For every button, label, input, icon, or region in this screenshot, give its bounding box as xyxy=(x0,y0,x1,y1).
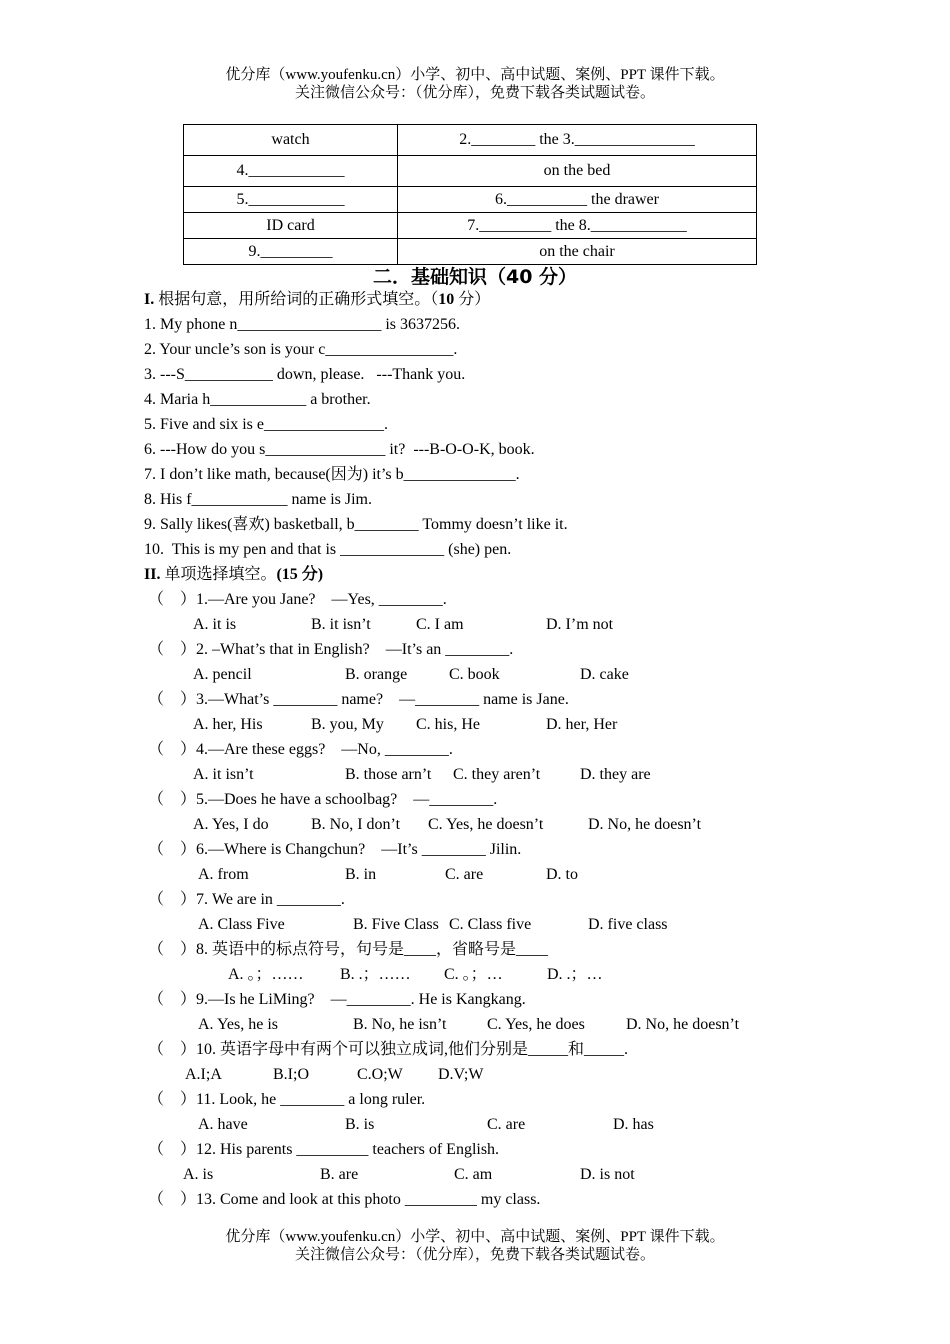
section-title: 二．基础知识（40 分） xyxy=(372,266,578,288)
part2-points: (15 分) xyxy=(276,566,324,583)
question-stem: （ ）1.—Are you Jane? —Yes, ________. xyxy=(148,591,447,608)
option: B. Five Class xyxy=(353,916,439,933)
option: B. are xyxy=(320,1166,359,1183)
list-item: 7. I don’t like math, because(因为) it’s b______________. xyxy=(144,466,520,483)
list-item: 6. ---How do you s_______________ it? ---B-O-O-K, book. xyxy=(144,441,535,458)
part1-instruction-end: 分） xyxy=(454,291,491,308)
table-cell: 9._________ xyxy=(184,239,398,265)
question-stem: （ ）5.—Does he have a schoolbag? —________. xyxy=(148,791,498,808)
part1-roman: I. xyxy=(144,291,155,308)
table-row xyxy=(184,125,757,156)
option: D. her, Her xyxy=(546,716,618,733)
option: B. in xyxy=(345,866,377,883)
option: C. his, He xyxy=(416,716,480,733)
option: A. Class Five xyxy=(198,916,285,933)
list-item: 5. Five and six is e_______________. xyxy=(144,416,388,433)
option: B. it isn’t xyxy=(311,616,371,633)
option: C. are xyxy=(487,1116,526,1133)
table-row xyxy=(184,187,757,213)
table-row xyxy=(184,156,757,187)
option: A. Yes, I do xyxy=(193,816,269,833)
option: A. pencil xyxy=(193,666,252,683)
option: A.I;A xyxy=(185,1066,222,1083)
question-stem: （ ）11. Look, he ________ a long ruler. xyxy=(148,1091,426,1108)
table-row xyxy=(184,213,757,239)
footer-line-1: 优分库（www.youfenku.cn）小学、初中、高中试题、案例、PPT 课件下载。 xyxy=(225,1229,725,1245)
question-stem: （ ）6.—Where is Changchun? —It’s ________ Jilin. xyxy=(148,841,522,858)
option: C. am xyxy=(454,1166,493,1183)
table-row xyxy=(184,239,757,265)
option: A. have xyxy=(198,1116,248,1133)
option: D. five class xyxy=(588,916,668,933)
question-stem: （ ）8. 英语中的标点符号，句号是____，省略号是____ xyxy=(148,941,549,958)
option: B.I;O xyxy=(273,1066,309,1083)
option: D. they are xyxy=(580,766,651,783)
list-item: 10. This is my pen and that is _____________ (she) pen. xyxy=(144,541,512,558)
option: B. you, My xyxy=(311,716,384,733)
question-stem: （ ）3.—What’s ________ name? —________ name is Jane. xyxy=(148,691,569,708)
list-item: 3. ---S___________ down, please. ---Thank you. xyxy=(144,366,466,383)
page-footer xyxy=(0,1228,950,1264)
list-item: 9. Sally likes(喜欢) basketball, b________ Tommy doesn’t like it. xyxy=(144,516,568,533)
part2-instruction: 单项选择填空。 xyxy=(160,566,277,583)
vocab-table xyxy=(183,124,757,265)
option: A. her, His xyxy=(193,716,263,733)
table-cell: watch xyxy=(184,125,398,156)
option: D. cake xyxy=(580,666,629,683)
option: C. they aren’t xyxy=(453,766,541,783)
question-stem: （ ）12. His parents _________ teachers of English. xyxy=(148,1141,500,1158)
table-cell: 4.____________ xyxy=(184,156,398,187)
header-line-1: 优分库（www.youfenku.cn）小学、初中、高中试题、案例、PPT 课件下载。 xyxy=(225,67,725,83)
option: D.V;W xyxy=(438,1066,484,1083)
part2-roman: II. xyxy=(144,566,161,583)
part1-instruction: 根据句意，用所给词的正确形式填空。（ xyxy=(154,291,439,308)
part1-heading xyxy=(144,290,490,310)
question-stem: （ ）10. 英语字母中有两个可以独立成词,他们分别是_____和_____. xyxy=(148,1041,629,1058)
option: D. has xyxy=(613,1116,654,1133)
table-cell: on the bed xyxy=(398,156,757,187)
part1-points: 10 xyxy=(438,291,455,308)
option: D. is not xyxy=(580,1166,635,1183)
option: B. .；…… xyxy=(340,966,411,983)
option: A. from xyxy=(198,866,249,883)
page-header xyxy=(0,66,950,102)
option: A. 。；…… xyxy=(228,966,304,983)
table-cell: 6.__________ the drawer xyxy=(398,187,757,213)
question-stem: （ ）2. –What’s that in English? —It’s an ________. xyxy=(148,641,514,658)
header-line-2: 关注微信公众号：（优分库），免费下载各类试题试卷。 xyxy=(294,85,655,101)
list-item: 2. Your uncle’s son is your c________________. xyxy=(144,341,458,358)
question-stem: （ ）7. We are in ________. xyxy=(148,891,345,908)
option: D. No, he doesn’t xyxy=(588,816,702,833)
option: C. I am xyxy=(416,616,464,633)
table-cell: 7._________ the 8.____________ xyxy=(398,213,757,239)
table-cell: 2.________ the 3._______________ xyxy=(398,125,757,156)
question-stem: （ ）13. Come and look at this photo _________ my class. xyxy=(148,1191,541,1208)
table-cell: on the chair xyxy=(398,239,757,265)
option: A. Yes, he is xyxy=(198,1016,279,1033)
option: C. Yes, he doesn’t xyxy=(428,816,544,833)
question-stem: （ ）4.—Are these eggs? —No, ________. xyxy=(148,741,453,758)
table-cell: 5.____________ xyxy=(184,187,398,213)
question-stem: （ ）9.—Is he LiMing? —________. He is Kangkang. xyxy=(148,991,526,1008)
list-item: 1. My phone n__________________ is 3637256. xyxy=(144,316,460,333)
option: C.O;W xyxy=(357,1066,403,1083)
option: A. it isn’t xyxy=(193,766,254,783)
part2-heading xyxy=(144,565,323,585)
option: D. I’m not xyxy=(546,616,614,633)
option: A. it is xyxy=(193,616,237,633)
option: D. to xyxy=(546,866,578,883)
footer-line-2: 关注微信公众号：（优分库），免费下载各类试题试卷。 xyxy=(294,1247,655,1263)
list-item: 4. Maria h____________ a brother. xyxy=(144,391,371,408)
option: B. No, he isn’t xyxy=(353,1016,447,1033)
option: C. Yes, he does xyxy=(487,1016,585,1033)
option: C. 。；… xyxy=(444,966,503,983)
option: B. is xyxy=(345,1116,375,1133)
option: B. those arn’t xyxy=(345,766,432,783)
option: C. book xyxy=(449,666,500,683)
option: B. orange xyxy=(345,666,408,683)
option: D. .；… xyxy=(547,966,603,983)
table-cell: ID card xyxy=(184,213,398,239)
option: C. are xyxy=(445,866,484,883)
option: D. No, he doesn’t xyxy=(626,1016,740,1033)
list-item: 8. His f____________ name is Jim. xyxy=(144,491,372,508)
option: C. Class five xyxy=(449,916,532,933)
option: B. No, I don’t xyxy=(311,816,401,833)
option: A. is xyxy=(183,1166,214,1183)
